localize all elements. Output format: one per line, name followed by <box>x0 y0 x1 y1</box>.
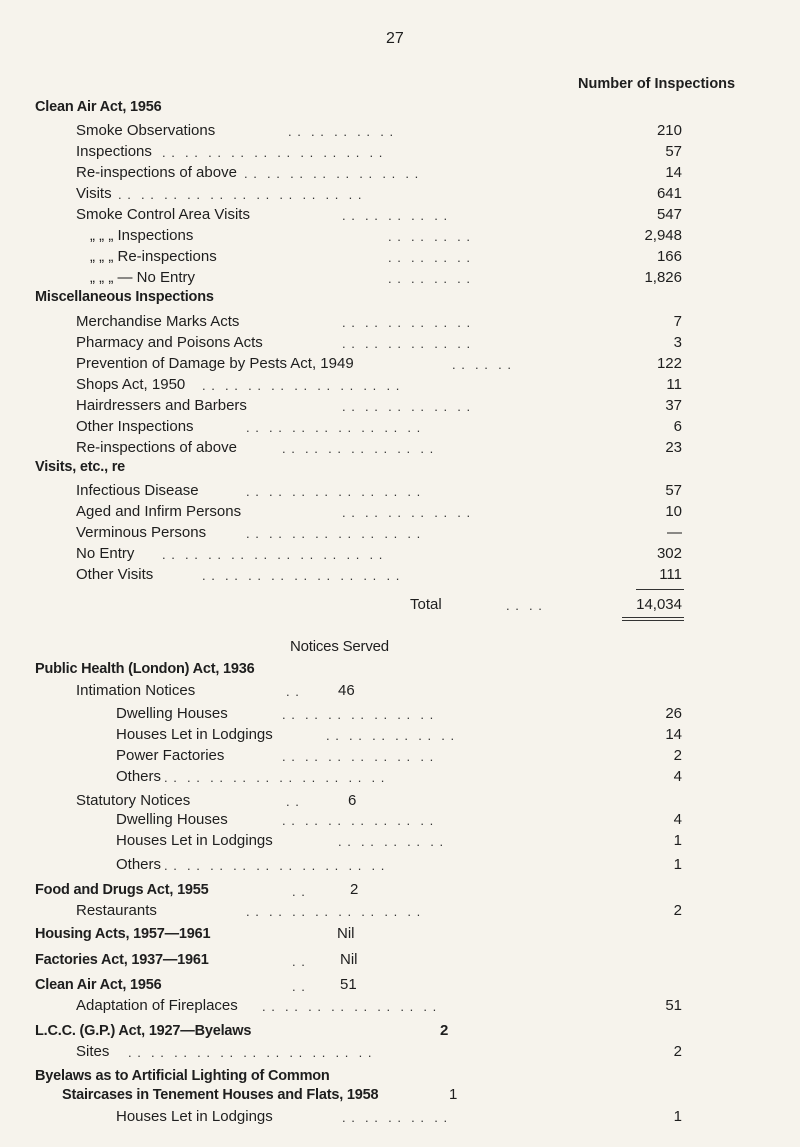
leader-dots: . . <box>292 979 306 994</box>
row-label: Prevention of Damage by Pests Act, 1949 <box>76 355 354 372</box>
row-label: Houses Let in Lodgings <box>116 1108 273 1125</box>
row-value: 6 <box>673 418 682 435</box>
leader-dots: . . . . . . . . <box>388 250 472 265</box>
row-label: Verminous Persons <box>76 524 207 541</box>
leader-dots: . . . . . . . . . . . . . . <box>282 749 435 764</box>
row-label: Visits <box>76 185 112 202</box>
total-value: 14,034 <box>636 596 682 613</box>
row-value: 1,826 <box>644 269 682 286</box>
row-label: Infectious Disease <box>76 482 199 499</box>
row-label: Dwelling Houses <box>116 811 228 828</box>
leader-dots: . . . . . . . . . . . . . . . . <box>262 999 438 1014</box>
factories-title: Factories Act, 1937—1961 <box>35 952 209 968</box>
row-value: 210 <box>656 122 682 139</box>
row-value: 111 <box>659 566 682 583</box>
row-value: 2 <box>673 902 682 919</box>
column-header: Number of Inspections <box>578 76 736 92</box>
factories-count: Nil <box>340 951 358 968</box>
leader-dots: . . . . . . . . . . . . . . . . <box>246 526 422 541</box>
byelaws-title-line2: Staircases in Tenement Houses and Flats, 1958 <box>62 1087 379 1103</box>
intimation-label: Intimation Notices <box>76 682 196 699</box>
row-value: — <box>667 524 682 541</box>
row-value: 1 <box>673 856 682 873</box>
row-value: 547 <box>656 206 682 223</box>
total-label: Total <box>410 596 442 613</box>
total-rule-double <box>622 620 684 621</box>
lcc-count: 2 <box>440 1022 449 1039</box>
food-count: 2 <box>350 881 359 898</box>
intimation-count: 46 <box>338 682 355 699</box>
row-label: Restaurants <box>76 902 157 919</box>
sum-rule <box>636 589 684 590</box>
row-label: No Entry <box>76 545 135 562</box>
byelaws-count: 1 <box>449 1086 458 1103</box>
row-value: 641 <box>656 185 682 202</box>
row-value: 2 <box>673 1043 682 1060</box>
row-label: Re-inspections of above <box>76 439 237 456</box>
section-title-misc: Miscellaneous Inspections <box>35 289 214 305</box>
clean-air-notice-title: Clean Air Act, 1956 <box>35 977 162 993</box>
leader-dots: . . . . . . . . . . . . . . . . . . . . . . <box>118 187 363 202</box>
leader-dots: . . <box>286 794 300 809</box>
row-label: Houses Let in Lodgings <box>116 726 273 743</box>
row-value: 11 <box>666 376 682 393</box>
row-value: 3 <box>673 334 682 351</box>
leader-dots: . . <box>286 684 300 699</box>
leader-dots: . . . . . . . . . . . . <box>342 315 472 330</box>
lcc-title: L.C.C. (G.P.) Act, 1927—Byelaws <box>35 1023 252 1039</box>
section-title-visits: Visits, etc., re <box>35 459 126 475</box>
housing-count: Nil <box>337 925 355 942</box>
leader-dots: . . . . . . . . . . . . <box>342 505 472 520</box>
leader-dots: . . . . . . . . . . . . <box>342 399 472 414</box>
row-value: 26 <box>665 705 682 722</box>
section-title-clean-air: Clean Air Act, 1956 <box>35 99 162 115</box>
housing-title: Housing Acts, 1957—1961 <box>35 926 211 942</box>
leader-dots: . . . . . . . . . . . . . . . . <box>244 166 420 181</box>
leader-dots: . . . . . . . . . . . . <box>342 336 472 351</box>
leader-dots: . . . . . . . . . . <box>338 834 445 849</box>
row-value: 37 <box>665 397 682 414</box>
byelaws-title-line1: Byelaws as to Artificial Lighting of Common <box>35 1068 330 1084</box>
row-label: „ „ „ Inspections <box>90 227 194 244</box>
row-label: Shops Act, 1950 <box>76 376 186 393</box>
statutory-count: 6 <box>348 792 357 809</box>
row-label: Merchandise Marks Acts <box>76 313 240 330</box>
row-value: 4 <box>673 768 682 785</box>
leader-dots: . . . . . . . . . . . . . . . . . . <box>202 378 401 393</box>
row-value: 166 <box>656 248 682 265</box>
row-value: 302 <box>656 545 682 562</box>
leader-dots: . . . . . . . . . . . . . . . . <box>246 904 422 919</box>
leader-dots: . . <box>292 954 306 969</box>
leader-dots: . . . . . . . . . . . . <box>326 728 456 743</box>
leader-dots: . . . . . . . . <box>388 229 472 244</box>
leader-dots: . . . . . . . . . . . . . . . . . . <box>202 568 401 583</box>
total-rule <box>622 617 684 618</box>
leader-dots: . . . . . . . . . . <box>288 124 395 139</box>
row-label: Houses Let in Lodgings <box>116 832 273 849</box>
row-value: 51 <box>665 997 682 1014</box>
leader-dots: . . . . . . . . . . <box>342 208 449 223</box>
statutory-label: Statutory Notices <box>76 792 191 809</box>
row-label: „ „ „ Re-inspections <box>90 248 217 265</box>
row-label: Re-inspections of above <box>76 164 237 181</box>
row-value: 122 <box>656 355 682 372</box>
row-label: Aged and Infirm Persons <box>76 503 242 520</box>
row-value: 14 <box>665 726 682 743</box>
leader-dots: . . . . . . . . . . <box>342 1110 449 1125</box>
row-label: Inspections <box>76 143 152 160</box>
row-label: Pharmacy and Poisons Acts <box>76 334 263 351</box>
row-label: Smoke Control Area Visits <box>76 206 250 223</box>
leader-dots: . . . . . . . . . . . . . . <box>282 707 435 722</box>
leader-dots: . . <box>292 884 306 899</box>
row-value: 1 <box>673 832 682 849</box>
row-value: 10 <box>665 503 682 520</box>
clean-air-count: 51 <box>340 976 357 993</box>
row-value: 57 <box>665 482 682 499</box>
row-label: Adaptation of Fireplaces <box>76 997 238 1014</box>
leader-dots: . . . . . . . . . . . . . . . . <box>246 420 422 435</box>
row-label: Sites <box>76 1043 110 1060</box>
leader-dots: . . . . . . . . . . . . . . . . <box>246 484 422 499</box>
row-label: „ „ „ — No Entry <box>90 269 196 286</box>
row-value: 7 <box>673 313 682 330</box>
leader-dots: . . . . . . . . <box>388 271 472 286</box>
row-value: 4 <box>673 811 682 828</box>
row-value: 23 <box>665 439 682 456</box>
leader-dots: . . . . . . . . . . . . . . . . . . . . <box>162 145 384 160</box>
row-value: 14 <box>665 164 682 181</box>
row-label: Other Inspections <box>76 418 194 435</box>
row-label: Others <box>116 856 162 873</box>
leader-dots: . . . . . . . . . . . . . . . . . . . . <box>164 770 386 785</box>
leader-dots: . . . . . . . . . . . . . . <box>282 441 435 456</box>
row-label: Dwelling Houses <box>116 705 228 722</box>
row-value: 2 <box>673 747 682 764</box>
notices-title: Notices Served <box>290 638 389 655</box>
leader-dots: . . . . . . . . . . . . . . <box>282 813 435 828</box>
leader-dots: . . . . . . <box>452 357 512 372</box>
row-label: Smoke Observations <box>76 122 216 139</box>
leader-dots: . . . . <box>506 598 543 613</box>
leader-dots: . . . . . . . . . . . . . . . . . . . . <box>164 858 386 873</box>
row-label: Hairdressers and Barbers <box>76 397 247 414</box>
row-label: Power Factories <box>116 747 225 764</box>
leader-dots: . . . . . . . . . . . . . . . . . . . . <box>162 547 384 562</box>
section-title-public-health: Public Health (London) Act, 1936 <box>35 661 255 677</box>
row-value: 1 <box>673 1108 682 1125</box>
row-value: 2,948 <box>644 227 682 244</box>
page-number: 27 <box>386 30 404 47</box>
row-label: Other Visits <box>76 566 154 583</box>
leader-dots: . . . . . . . . . . . . . . . . . . . . . . <box>128 1045 373 1060</box>
food-title: Food and Drugs Act, 1955 <box>35 882 209 898</box>
row-value: 57 <box>665 143 682 160</box>
row-label: Others <box>116 768 162 785</box>
